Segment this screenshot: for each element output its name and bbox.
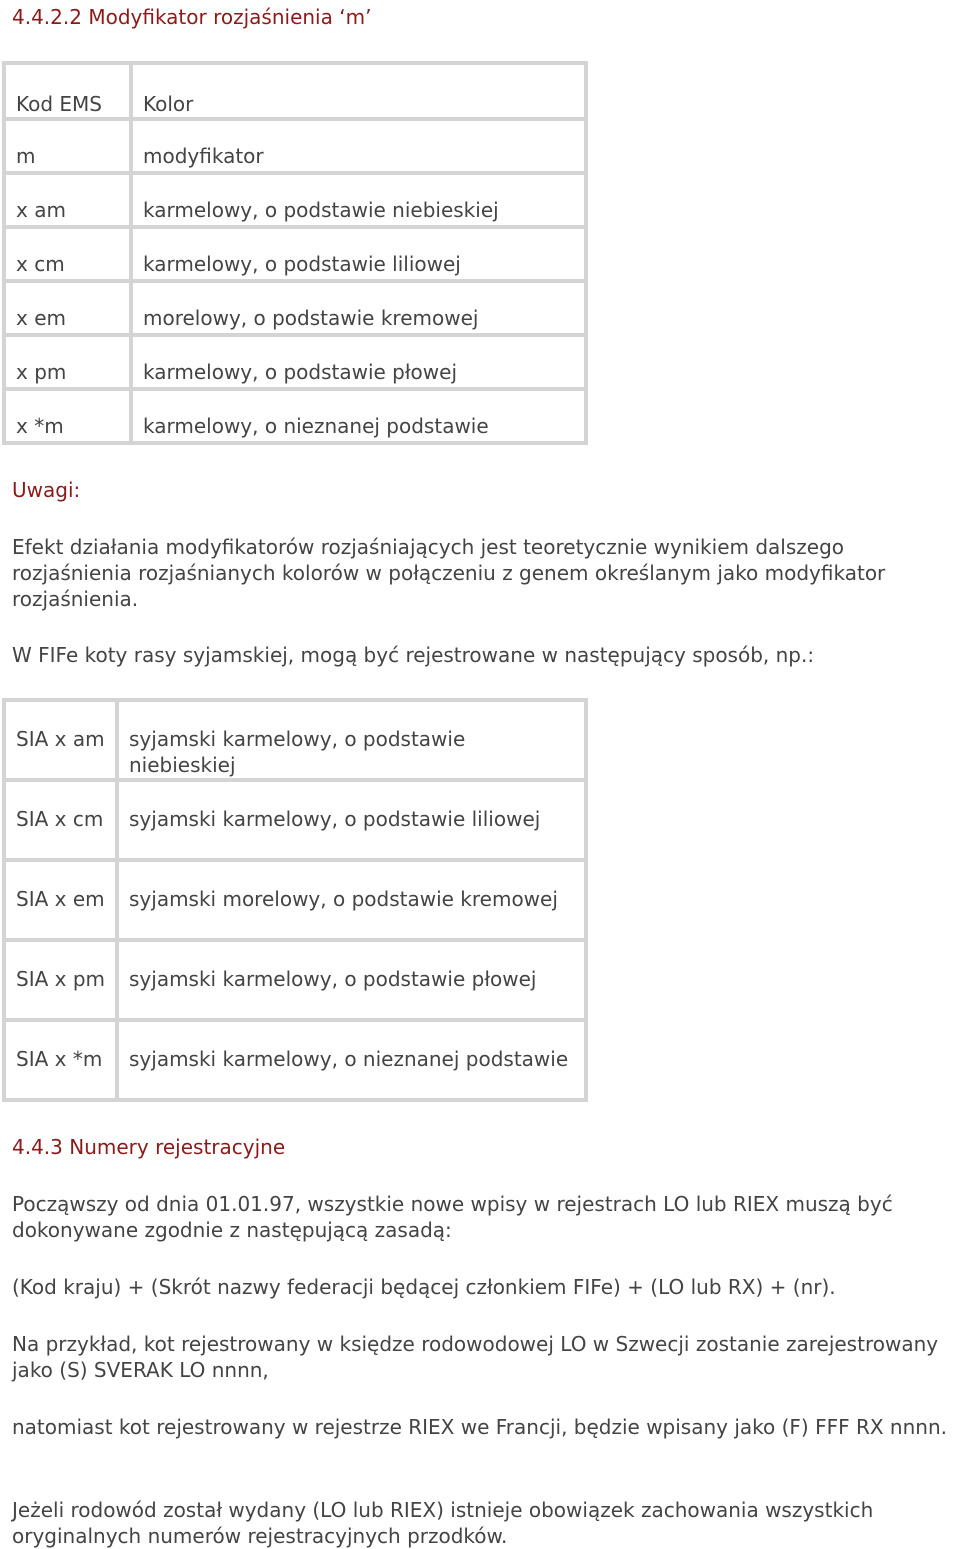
color-cell: karmelowy, o podstawie niebieskiej	[131, 173, 586, 227]
sia-code-cell: SIA x am	[4, 700, 117, 780]
registration-paragraph-4: natomiast kot rejestrowany w rejestrze RIEX we Francji, będzie wpisany jako (F) FFF RX nnnn.	[12, 1415, 947, 1439]
table-row	[4, 389, 586, 443]
table-row	[4, 780, 586, 860]
registration-paragraph-2: (Kod kraju) + (Skrót nazwy federacji będącej członkiem FIFe) + (LO lub RX) + (nr).	[12, 1275, 836, 1299]
table-row	[4, 227, 586, 281]
ems-code-cell: x *m	[4, 389, 131, 443]
notes-paragraph: Efekt działania modyfikatorów rozjaśniających jest teoretycznie wynikiem dalszego rozjaśnienia rozjaśnianych kolorów w połączeniu z genem określanym jako modyfikator rozjaśnienia.	[12, 535, 886, 611]
sia-code-cell: SIA x pm	[4, 940, 117, 1020]
ems-code-cell: x pm	[4, 335, 131, 389]
color-cell: morelowy, o podstawie kremowej	[131, 281, 586, 335]
table-row	[4, 700, 586, 780]
registration-title: 4.4.3 Numery rejestracyjne	[12, 1135, 286, 1159]
ems-code-cell: x em	[4, 281, 131, 335]
header-color-cell: Kolor	[131, 63, 586, 119]
color-cell: modyfikator	[131, 119, 586, 173]
ems-code-table	[2, 61, 588, 445]
table-row	[4, 335, 586, 389]
table-header-row	[4, 63, 586, 119]
table-row	[4, 940, 586, 1020]
table-row	[4, 860, 586, 940]
registration-paragraph-1: Począwszy od dnia 01.01.97, wszystkie nowe wpisy w rejestrach LO lub RIEX muszą być dokonywane zgodnie z następującą zasadą:	[12, 1192, 893, 1242]
sia-color-cell: syjamski morelowy, o podstawie kremowej	[117, 860, 586, 940]
ems-code-cell: x am	[4, 173, 131, 227]
color-cell: karmelowy, o podstawie liliowej	[131, 227, 586, 281]
registration-paragraph-5: Jeżeli rodowód został wydany (LO lub RIEX) istnieje obowiązek zachowania wszystkich oryginalnych numerów rejestracyjnych przodków.	[12, 1498, 874, 1548]
fife-paragraph: W FIFe koty rasy syjamskiej, mogą być rejestrowane w następujący sposób, np.:	[12, 643, 815, 667]
table-row	[4, 173, 586, 227]
sia-example-table	[2, 698, 588, 1102]
color-cell: karmelowy, o podstawie płowej	[131, 335, 586, 389]
ems-code-cell: m	[4, 119, 131, 173]
table-row	[4, 1020, 586, 1100]
color-cell: karmelowy, o nieznanej podstawie	[131, 389, 586, 443]
sia-color-cell: syjamski karmelowy, o nieznanej podstawie	[117, 1020, 586, 1100]
notes-label: Uwagi:	[12, 478, 81, 502]
sia-code-cell: SIA x *m	[4, 1020, 117, 1100]
sia-color-cell: syjamski karmelowy, o podstawie liliowej	[117, 780, 586, 860]
registration-paragraph-3: Na przykład, kot rejestrowany w księdze rodowodowej LO w Szwecji zostanie zarejestrowany jako (S) SVERAK LO nnnn,	[12, 1332, 939, 1382]
sia-color-cell: syjamski karmelowy, o podstawie niebieskiej	[117, 700, 586, 780]
table-row	[4, 281, 586, 335]
sia-code-cell: SIA x cm	[4, 780, 117, 860]
header-code-cell: Kod EMS	[4, 63, 131, 119]
table-row	[4, 119, 586, 173]
section-title: 4.4.2.2 Modyfikator rozjaśnienia ‘m’	[12, 5, 372, 29]
sia-code-cell: SIA x em	[4, 860, 117, 940]
sia-color-cell: syjamski karmelowy, o podstawie płowej	[117, 940, 586, 1020]
ems-code-cell: x cm	[4, 227, 131, 281]
